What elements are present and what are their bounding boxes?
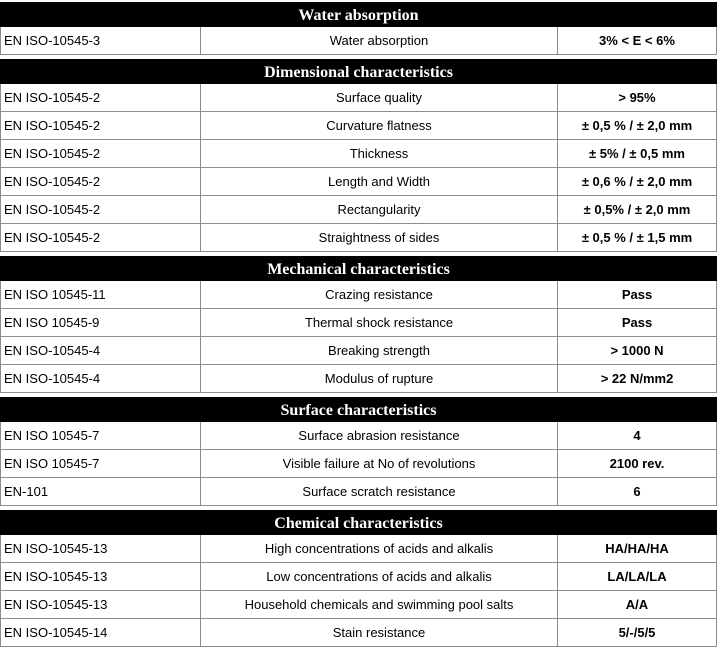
section-header: Chemical characteristics (0, 510, 717, 535)
standard-cell: EN ISO-10545-2 (1, 196, 201, 223)
table-row (0, 535, 717, 563)
property-cell: Breaking strength (201, 337, 558, 364)
property-cell: Household chemicals and swimming pool salts (201, 591, 558, 618)
standard-cell: EN ISO-10545-2 (1, 140, 201, 167)
value-cell: 6 (633, 484, 641, 499)
property-cell: Length and Width (201, 168, 558, 195)
table-row (0, 84, 717, 112)
standard-cell: EN ISO-10545-13 (1, 591, 201, 618)
value-cell: 4 (633, 428, 641, 443)
section-surface-characteristics (0, 397, 717, 506)
table-row (0, 27, 717, 55)
section-dimensional-characteristics (0, 59, 717, 252)
property-cell: Surface quality (201, 84, 558, 111)
table-row (0, 619, 717, 647)
property-cell: Visible failure at No of revolutions (201, 450, 558, 477)
property-cell: Thickness (201, 140, 558, 167)
standard-cell: EN-101 (1, 478, 201, 505)
value-cell: 3% < E < 6% (599, 33, 675, 48)
value-cell: A/A (625, 597, 649, 612)
standard-cell: EN ISO-10545-4 (1, 337, 201, 364)
standard-cell: EN ISO-10545-4 (1, 365, 201, 392)
standard-cell: EN ISO 10545-7 (1, 422, 201, 449)
value-cell: ± 5% / ± 0,5 mm (589, 146, 685, 161)
property-cell: Low concentrations of acids and alkalis (201, 563, 558, 590)
table-row (0, 563, 717, 591)
table-row (0, 112, 717, 140)
section-header: Water absorption (0, 2, 717, 27)
table-row (0, 140, 717, 168)
property-cell: Straightness of sides (201, 224, 558, 251)
value-cell: ± 0,5 % / ± 2,0 mm (581, 118, 693, 133)
value-cell: ± 0,5 % / ± 1,5 mm (581, 230, 693, 245)
property-cell: Stain resistance (201, 619, 558, 646)
table-row (0, 309, 717, 337)
value-cell: 2100 rev. (609, 456, 665, 471)
property-cell: Water absorption (201, 27, 558, 54)
standard-cell: EN ISO 10545-7 (1, 450, 201, 477)
table-row (0, 365, 717, 393)
property-cell: Surface abrasion resistance (201, 422, 558, 449)
value-cell: HA/HA/HA (605, 541, 669, 556)
standard-cell: EN ISO 10545-9 (1, 309, 201, 336)
property-cell: High concentrations of acids and alkalis (201, 535, 558, 562)
value-cell: ± 0,6 % / ± 2,0 mm (581, 174, 693, 189)
value-cell: Pass (621, 315, 653, 330)
value-cell: LA/LA/LA (607, 569, 667, 584)
property-cell: Modulus of rupture (201, 365, 558, 392)
standard-cell: EN ISO 10545-11 (1, 281, 201, 308)
value-cell: Pass (621, 287, 653, 302)
standard-cell: EN ISO-10545-2 (1, 168, 201, 195)
table-row (0, 478, 717, 506)
section-water-absorption (0, 2, 717, 55)
standard-cell: EN ISO-10545-14 (1, 619, 201, 646)
property-cell: Surface scratch resistance (201, 478, 558, 505)
table-row (0, 591, 717, 619)
property-cell: Rectangularity (201, 196, 558, 223)
standard-cell: EN ISO-10545-2 (1, 84, 201, 111)
standard-cell: EN ISO-10545-2 (1, 224, 201, 251)
table-row (0, 196, 717, 224)
standard-cell: EN ISO-10545-2 (1, 112, 201, 139)
value-cell: > 1000 N (610, 343, 664, 358)
standard-cell: EN ISO-10545-3 (1, 27, 201, 54)
property-cell: Thermal shock resistance (201, 309, 558, 336)
section-header: Dimensional characteristics (0, 59, 717, 84)
section-mechanical-characteristics (0, 256, 717, 393)
section-chemical-characteristics (0, 510, 717, 647)
value-cell: ± 0,5% / ± 2,0 mm (583, 202, 691, 217)
property-cell: Crazing resistance (201, 281, 558, 308)
section-header: Mechanical characteristics (0, 256, 717, 281)
value-cell: 5/-/5/5 (618, 625, 656, 640)
table-row (0, 450, 717, 478)
section-header: Surface characteristics (0, 397, 717, 422)
standard-cell: EN ISO-10545-13 (1, 563, 201, 590)
table-row (0, 281, 717, 309)
property-cell: Curvature flatness (201, 112, 558, 139)
value-cell: > 95% (618, 90, 656, 105)
standard-cell: EN ISO-10545-13 (1, 535, 201, 562)
table-row (0, 422, 717, 450)
table-row (0, 337, 717, 365)
table-row (0, 224, 717, 252)
table-row (0, 168, 717, 196)
value-cell: > 22 N/mm2 (600, 371, 674, 386)
